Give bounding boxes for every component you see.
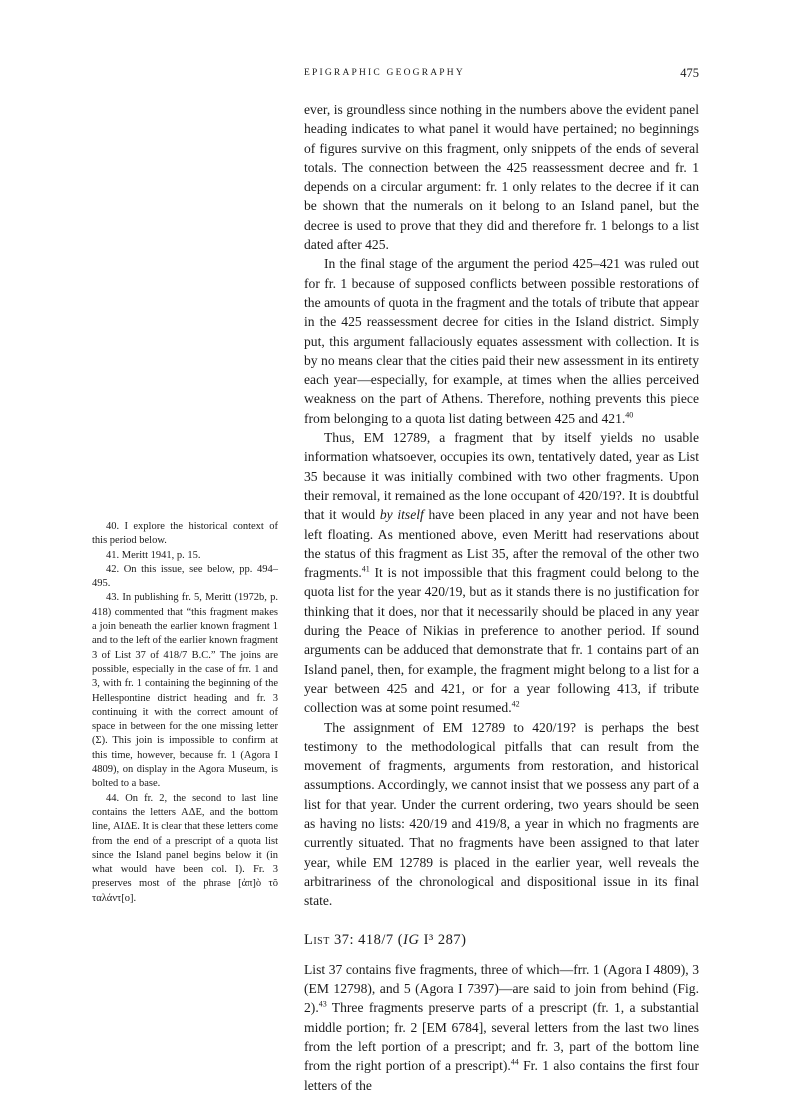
footnote-ref: 44 <box>510 1057 519 1067</box>
paragraph: Thus, EM 12789, a fragment that by itself yields no usable information whatsoever, occupies its own, tentatively dated, year as List 35 because it was initially combined with two other fragments. Upon their removal, it remained as the lone occupant of 420/19?. It is doubtful that it would by itself have been placed in any year and not have been left floating. As mentioned above, even Meritt had reservations about the status of this fragment as List 35, after the removal of the other two fragments.$^{41}$ It is not impossible that this fragment could belong to the quota list for the year 420/19, but as it stands there is no justification for thinking that it does, nor that it necessarily should be placed in any year during the Peace of Nikias in preference to another period. If sound arguments can be adduced that demonstrate that fr. 1 contains part of an Island panel, then, for example, the fragment might belong to a list for a year between 425 and 421, or for a year following 413, if tribute collection was at some point resumed.$^{42}$ <box>304 430 699 716</box>
page-number: 475 <box>680 66 699 80</box>
footnote-42: 42. On this issue, see below, pp. 494–495. <box>92 563 278 590</box>
footnote-41: 41. Meritt 1941, p. 15. <box>106 549 201 561</box>
main-text <box>304 100 699 1095</box>
paragraph: In the final stage of the argument the period 425–421 was ruled out for fr. 1 because of supposed conflicts between possible restorations of the amounts of quota in the fragment and the totals of tribute that appear in the 425 reassessment decree for cities in the Island district. Simply put, this argument fallaciously equates assessment with collection. It is by no means clear that the cities paid their new assessment in its entirety each year—especially, for example, at times when the allies perceived weakness on the part of Athens. Therefore, nothing prevents this piece from belonging to a quota list dating between 425 and 421.40 <box>304 256 699 426</box>
footnote-ref: 40 <box>625 410 634 420</box>
footnote-43: 43. In publishing fr. 5, Meritt (1972b, p. 418) commented that “this fragment makes a join beneath the earlier known fragment 1 and to the left of the earlier known fragment 3 of List 37 of 418/7 B.C.” The joins are possible, especially in the case of frr. 1 and 3, with fr. 1 containing the beginning of the Hellespontine district heading and fr. 3 continuing it with the correct amount of space in between for the one missing letter (Σ). This join is impossible to confirm at this time, however, because fr. 1 (Agora I 4809), on display in the Agora Museum, is bolted to a base. <box>92 592 279 790</box>
running-head <box>304 68 699 84</box>
running-title: EPIGRAPHIC GEOGRAPHY <box>304 68 465 78</box>
paragraph: The assignment of EM 12789 to 420/19? is perhaps the best testimony to the methodological pitfalls that can result from the movement of fragments, arguments from restoration, and historical assumptions. Accordingly, we cannot insist that we possess any part of a list for that year. Under the current ordering, two years should be seen as having no lists: 420/19 and 419/8, a year in which no fragments are currently situated. That no fragments have been assigned to that later year, while EM 12789 is placed in the earlier year, well reveals the arbitrariness of the chronological and dispositional issue in its final state. <box>304 719 699 909</box>
footnote-44: 44. On fr. 2, the second to last line contains the letters ΑΔΕ, and the bottom line, ΑΙΔΕ. It is clear that these letters come from the end of a prescript of a quota list since the Island panel begins below it (in what would have been col. I). Fr. 3 preserves most of the phrase [ἀπ]ὸ τõ ταλάντ[ο]. <box>92 792 278 904</box>
paragraph: List 37 contains five fragments, three of which—frr. 1 (Agora I 4809), 3 (EM 12798), and 5 (Agora I 7397)—are said to join from behind (Fig. 2).$^{43}$ Three fragments preserve parts of a prescript (fr. 1, a substantial middle portion; fr. 2 [EM 6784], several letters from the last two lines from the left portion of a prescript; and fr. 3, part of the bottom line from the right portion of a prescript).$^{44}$ Fr. 1 also contains the first four letters of the <box>304 961 699 1093</box>
footnote-40: 40. I explore the historical context of this period below. <box>92 521 278 547</box>
paragraph: ever, is groundless since nothing in the numbers above the evident panel heading indicates to what panel it would have pertained; no beginnings of figures survive on this fragment, only snippets of the ends of several totals. The connection between the 425 reassessment decree and fr. 1 depends on a circular argument: fr. 1 only relates to the decree if it can be shown that the numerals on it belong to an Island panel, but the decree is used to prove that they did and therefore fr. 1 belongs to a list dated after 425. <box>304 102 699 253</box>
footnote-ref: 42 <box>511 699 520 709</box>
footnote-ref: 43 <box>318 999 327 1009</box>
footnotes <box>92 520 278 906</box>
emphasis: by itself <box>379 507 424 523</box>
section-heading: List 37: 418/7 (IG I³ 287) <box>304 932 467 949</box>
footnote-ref: 41 <box>361 564 370 574</box>
